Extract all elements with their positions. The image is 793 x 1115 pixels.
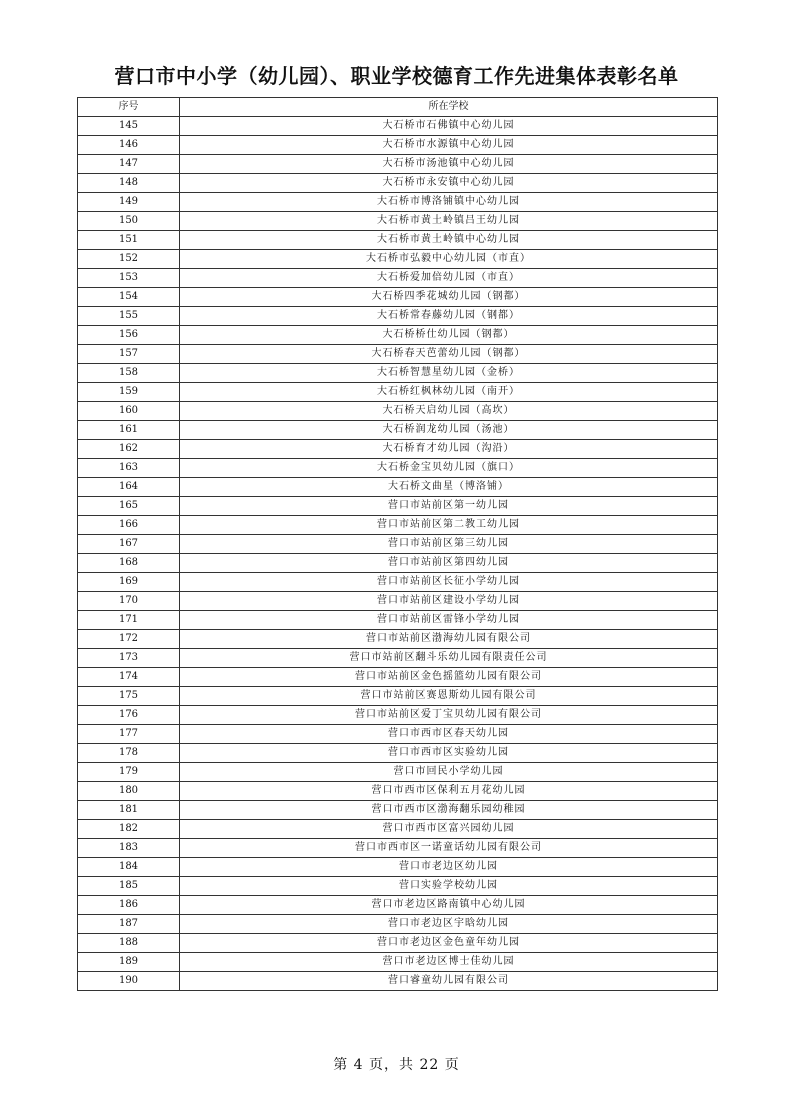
serial-number-cell: 157: [78, 345, 180, 364]
table-row: [78, 212, 718, 231]
table-row: [78, 535, 718, 554]
table-row: [78, 725, 718, 744]
serial-number-cell: 174: [78, 668, 180, 687]
serial-number-cell: 163: [78, 459, 180, 478]
school-name-cell: 大石桥常春藤幼儿园（钢都）: [180, 307, 718, 326]
table-row: [78, 231, 718, 250]
table-row: [78, 972, 718, 991]
school-name-cell: 大石桥市弘毅中心幼儿园（市直）: [180, 250, 718, 269]
school-name-cell: 大石桥市石佛镇中心幼儿园: [180, 117, 718, 136]
serial-number-cell: 156: [78, 326, 180, 345]
serial-number-cell: 164: [78, 478, 180, 497]
table-row: [78, 250, 718, 269]
school-name-cell: 营口市西市区春天幼儿园: [180, 725, 718, 744]
table-row: [78, 611, 718, 630]
table-row: [78, 193, 718, 212]
school-name-cell: 营口市西市区保利五月花幼儿园: [180, 782, 718, 801]
serial-number-cell: 186: [78, 896, 180, 915]
serial-number-cell: 168: [78, 554, 180, 573]
serial-number-cell: 175: [78, 687, 180, 706]
serial-number-cell: 147: [78, 155, 180, 174]
table-row: [78, 953, 718, 972]
table-row: [78, 649, 718, 668]
serial-number-cell: 187: [78, 915, 180, 934]
table-row: [78, 573, 718, 592]
serial-number-cell: 161: [78, 421, 180, 440]
school-name-cell: 营口市站前区第二教工幼儿园: [180, 516, 718, 535]
school-name-cell: 营口市站前区翻斗乐幼儿园有限责任公司: [180, 649, 718, 668]
school-name-cell: 营口市站前区赛恩斯幼儿园有限公司: [180, 687, 718, 706]
table-row: [78, 402, 718, 421]
table-row: [78, 896, 718, 915]
table-row: [78, 516, 718, 535]
serial-number-cell: 173: [78, 649, 180, 668]
serial-number-cell: 154: [78, 288, 180, 307]
table-row: [78, 497, 718, 516]
table-row: [78, 364, 718, 383]
school-name-cell: 营口实验学校幼儿园: [180, 877, 718, 896]
serial-number-cell: 178: [78, 744, 180, 763]
serial-number-cell: 145: [78, 117, 180, 136]
serial-number-cell: 148: [78, 174, 180, 193]
school-name-cell: 大石桥育才幼儿园（沟沿）: [180, 440, 718, 459]
roster-table: [77, 97, 718, 991]
serial-number-cell: 189: [78, 953, 180, 972]
table-row: [78, 478, 718, 497]
serial-number-cell: 177: [78, 725, 180, 744]
serial-number-cell: 176: [78, 706, 180, 725]
school-name-cell: 营口市站前区爱丁宝贝幼儿园有限公司: [180, 706, 718, 725]
school-name-cell: 营口市西市区渤海翻乐园幼稚园: [180, 801, 718, 820]
serial-number-cell: 146: [78, 136, 180, 155]
serial-number-cell: 158: [78, 364, 180, 383]
table-row: [78, 174, 718, 193]
serial-number-cell: 190: [78, 972, 180, 991]
table-row: [78, 915, 718, 934]
serial-number-cell: 149: [78, 193, 180, 212]
school-name-cell: 营口市站前区雷锋小学幼儿园: [180, 611, 718, 630]
header-serial-number: 序号: [78, 98, 180, 117]
table-row: [78, 136, 718, 155]
serial-number-cell: 171: [78, 611, 180, 630]
table-header-row: [78, 98, 718, 117]
serial-number-cell: 152: [78, 250, 180, 269]
table-row: [78, 801, 718, 820]
table-row: [78, 155, 718, 174]
school-name-cell: 大石桥市博洛铺镇中心幼儿园: [180, 193, 718, 212]
table-row: [78, 630, 718, 649]
school-name-cell: 营口市老边区路南镇中心幼儿园: [180, 896, 718, 915]
table-row: [78, 421, 718, 440]
serial-number-cell: 181: [78, 801, 180, 820]
school-name-cell: 大石桥爱加倍幼儿园（市直）: [180, 269, 718, 288]
school-name-cell: 营口睿童幼儿园有限公司: [180, 972, 718, 991]
school-name-cell: 营口市站前区金色摇篮幼儿园有限公司: [180, 668, 718, 687]
serial-number-cell: 165: [78, 497, 180, 516]
table-row: [78, 345, 718, 364]
serial-number-cell: 183: [78, 839, 180, 858]
serial-number-cell: 162: [78, 440, 180, 459]
school-name-cell: 营口市站前区建设小学幼儿园: [180, 592, 718, 611]
school-name-cell: 大石桥市黄土岭镇中心幼儿园: [180, 231, 718, 250]
table-row: [78, 858, 718, 877]
school-name-cell: 营口市老边区宇晗幼儿园: [180, 915, 718, 934]
serial-number-cell: 159: [78, 383, 180, 402]
serial-number-cell: 184: [78, 858, 180, 877]
serial-number-cell: 179: [78, 763, 180, 782]
school-name-cell: 大石桥市汤池镇中心幼儿园: [180, 155, 718, 174]
school-name-cell: 营口市西市区一诺童话幼儿园有限公司: [180, 839, 718, 858]
table-row: [78, 687, 718, 706]
serial-number-cell: 188: [78, 934, 180, 953]
table-row: [78, 326, 718, 345]
school-name-cell: 大石桥市水源镇中心幼儿园: [180, 136, 718, 155]
school-name-cell: 营口市站前区长征小学幼儿园: [180, 573, 718, 592]
table-row: [78, 763, 718, 782]
table-row: [78, 459, 718, 478]
school-name-cell: 营口市站前区第三幼儿园: [180, 535, 718, 554]
table-row: [78, 554, 718, 573]
school-name-cell: 营口市回民小学幼儿园: [180, 763, 718, 782]
serial-number-cell: 170: [78, 592, 180, 611]
school-name-cell: 大石桥四季花城幼儿园（钢都）: [180, 288, 718, 307]
school-name-cell: 大石桥金宝贝幼儿园（旗口）: [180, 459, 718, 478]
school-name-cell: 营口市站前区渤海幼儿园有限公司: [180, 630, 718, 649]
serial-number-cell: 167: [78, 535, 180, 554]
serial-number-cell: 182: [78, 820, 180, 839]
serial-number-cell: 169: [78, 573, 180, 592]
page-footer: 第 4 页，共 22 页: [333, 1057, 460, 1073]
serial-number-cell: 172: [78, 630, 180, 649]
serial-number-cell: 180: [78, 782, 180, 801]
serial-number-cell: 150: [78, 212, 180, 231]
school-name-cell: 大石桥润龙幼儿园（汤池）: [180, 421, 718, 440]
school-name-cell: 大石桥智慧星幼儿园（金桥）: [180, 364, 718, 383]
table-row: [78, 744, 718, 763]
table-row: [78, 877, 718, 896]
table-row: [78, 839, 718, 858]
school-name-cell: 营口市西市区富兴园幼儿园: [180, 820, 718, 839]
school-name-cell: 大石桥天启幼儿园（高坎）: [180, 402, 718, 421]
school-name-cell: 营口市站前区第四幼儿园: [180, 554, 718, 573]
page-title: 营口市中小学（幼儿园）、职业学校德育工作先进集体表彰名单: [114, 64, 679, 88]
table-row: [78, 307, 718, 326]
serial-number-cell: 166: [78, 516, 180, 535]
table-row: [78, 782, 718, 801]
school-name-cell: 大石桥红枫林幼儿园（南开）: [180, 383, 718, 402]
serial-number-cell: 153: [78, 269, 180, 288]
serial-number-cell: 185: [78, 877, 180, 896]
table-row: [78, 592, 718, 611]
school-name-cell: 大石桥市黄土岭镇吕王幼儿园: [180, 212, 718, 231]
table-row: [78, 706, 718, 725]
serial-number-cell: 151: [78, 231, 180, 250]
school-name-cell: 营口市老边区幼儿园: [180, 858, 718, 877]
school-name-cell: 营口市老边区金色童年幼儿园: [180, 934, 718, 953]
table-row: [78, 440, 718, 459]
school-name-cell: 大石桥桥仕幼儿园（钢都）: [180, 326, 718, 345]
serial-number-cell: 160: [78, 402, 180, 421]
serial-number-cell: 155: [78, 307, 180, 326]
school-name-cell: 大石桥文曲星（博洛铺）: [180, 478, 718, 497]
table-body: [78, 117, 718, 991]
school-name-cell: 营口市西市区实验幼儿园: [180, 744, 718, 763]
table-row: [78, 934, 718, 953]
table-row: [78, 117, 718, 136]
school-name-cell: 大石桥市永安镇中心幼儿园: [180, 174, 718, 193]
school-name-cell: 营口市老边区博士佳幼儿园: [180, 953, 718, 972]
table-row: [78, 269, 718, 288]
school-name-cell: 营口市站前区第一幼儿园: [180, 497, 718, 516]
school-name-cell: 大石桥春天芭蕾幼儿园（钢都）: [180, 345, 718, 364]
table-row: [78, 288, 718, 307]
table-row: [78, 383, 718, 402]
header-school: 所在学校: [180, 98, 718, 117]
table-row: [78, 668, 718, 687]
table-row: [78, 820, 718, 839]
